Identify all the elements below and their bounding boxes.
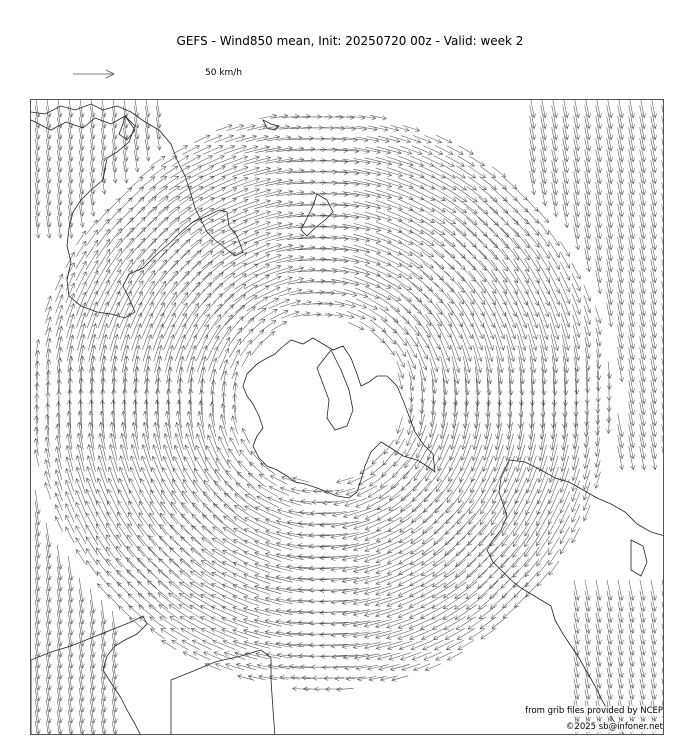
madagascar: [631, 540, 647, 576]
coastline-australia: [31, 616, 147, 735]
data-credit: from grib files provided by NCEP: [525, 706, 663, 716]
wind-map: [31, 100, 664, 735]
copyright: ©2025 sb@infoner.net: [565, 722, 663, 732]
coastline-australia-east: [171, 650, 275, 735]
map-frame[interactable]: [30, 99, 664, 735]
legend-label: 50 km/h: [205, 68, 243, 78]
wind-vector-field: [34, 100, 664, 735]
wind-arrows: [34, 100, 664, 735]
new-zealand: [301, 194, 333, 236]
legend-wind-arrow-icon: [72, 67, 118, 81]
map-title: GEFS - Wind850 mean, Init: 20250720 00z - Valid: week 2: [176, 34, 524, 48]
antarctic-ice-shelf: [317, 350, 353, 430]
coastlines: [31, 104, 664, 735]
